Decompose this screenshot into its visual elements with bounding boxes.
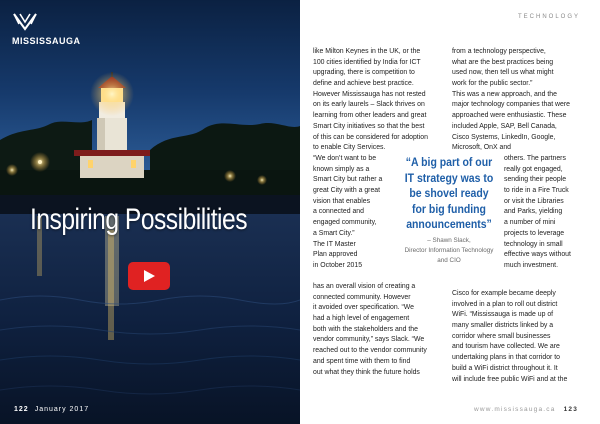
text-line: undertaking plans in that corridor to bbox=[452, 354, 561, 362]
text-line: Smart City initiatives so that the best bbox=[313, 122, 425, 130]
column-1-top bbox=[313, 47, 428, 154]
section-label: TECHNOLOGY bbox=[518, 14, 581, 20]
text-line: a Smart City.” bbox=[313, 229, 355, 237]
text-line: on its early laurels – Slack thrives on bbox=[313, 101, 425, 109]
text-line: to enable City Services. bbox=[313, 144, 386, 152]
text-line: to ride in a Fire Truck bbox=[504, 187, 569, 195]
text-line: both with the stakeholders and the bbox=[313, 325, 418, 333]
text-line: out what they think the future holds bbox=[313, 368, 420, 376]
text-line: projects to leverage bbox=[504, 229, 565, 237]
mississauga-logo-icon bbox=[12, 12, 38, 32]
text-line: vendor community,” says Slack. “We bbox=[313, 336, 425, 344]
text-line: engaged community, bbox=[313, 219, 377, 227]
left-folio bbox=[14, 406, 89, 413]
text-line: technology in small bbox=[504, 240, 563, 248]
text-line: The IT Master bbox=[313, 240, 356, 248]
pull-quote-line: “A big part of our bbox=[405, 155, 493, 169]
text-line: known simply as a bbox=[313, 165, 370, 173]
pull-quote-line: announcements” bbox=[406, 217, 492, 231]
text-line: approached were enthusiastic. These bbox=[452, 112, 567, 120]
logo-text: MISSISSAUGA bbox=[12, 36, 81, 46]
text-line: upgrading, there is competition to bbox=[313, 69, 415, 77]
text-line: had a high level of engagement bbox=[313, 315, 410, 323]
text-line: much investment. bbox=[504, 261, 558, 269]
right-page-number: 123 bbox=[563, 406, 579, 413]
text-line: reached out to the vendor community bbox=[313, 347, 427, 355]
text-line: many smaller districts linked by a bbox=[452, 322, 554, 330]
text-line: what are the best practices being bbox=[452, 58, 554, 66]
text-line: like Milton Keynes in the UK, or the bbox=[313, 48, 421, 55]
text-line: However Mississauga has not rested bbox=[313, 90, 426, 98]
text-line: corridor where small businesses bbox=[452, 332, 551, 340]
right-folio bbox=[474, 406, 578, 413]
text-line: a connected and bbox=[313, 208, 364, 216]
text-line: involved in a plan to roll out district bbox=[452, 300, 558, 308]
text-line: Plan approved bbox=[313, 251, 358, 259]
mississauga-logo bbox=[12, 12, 82, 48]
pull-quote-line: be shovel ready bbox=[409, 186, 489, 200]
left-page-number: 122 bbox=[14, 406, 29, 413]
text-line: connected community. However bbox=[313, 293, 411, 301]
pull-quote-line: for big funding bbox=[412, 201, 486, 216]
text-line: Smart City but rather a bbox=[313, 176, 383, 184]
column-2-narrow bbox=[504, 154, 571, 272]
text-line: a number of mini bbox=[504, 219, 556, 227]
text-line: or visit the Libraries bbox=[504, 197, 564, 205]
text-line: effective ways without bbox=[504, 251, 571, 259]
text-line: 100 cities identified by India for ICT bbox=[313, 58, 421, 66]
text-line: Cisco for example became deeply bbox=[452, 290, 556, 297]
pull-quote-attribution: Director Information Technology bbox=[404, 246, 494, 254]
pull-quote-attribution: – Shawn Slack, bbox=[427, 236, 471, 244]
video-play-button[interactable] bbox=[128, 262, 170, 290]
text-line: “We don’t want to be bbox=[313, 155, 377, 162]
pull-quote-attribution: and CIO bbox=[437, 256, 461, 264]
text-line: and tourism have collected. We are bbox=[452, 343, 560, 351]
text-line: WiFi. “Mississauga is made up of bbox=[452, 311, 554, 319]
text-line: Cisco Systems, LinkedIn, Google, bbox=[452, 133, 556, 141]
pull-quote bbox=[397, 155, 501, 266]
text-line: has an overall vision of creating a bbox=[313, 283, 416, 290]
text-line: included Apple, SAP, Bell Canada, bbox=[452, 122, 557, 130]
play-icon bbox=[144, 270, 155, 282]
text-line: in October 2015 bbox=[313, 261, 363, 269]
text-line: build a WiFi district throughout it. It bbox=[452, 364, 558, 372]
text-line: used now, then tell us what might bbox=[452, 69, 554, 77]
column-1-bottom bbox=[313, 282, 427, 378]
text-line: Microsoft, OnX and bbox=[452, 144, 511, 152]
text-line: and Parks, yielding bbox=[504, 208, 563, 216]
text-line: This was a new approach, and the bbox=[452, 90, 557, 98]
text-line: work for the public sector.” bbox=[452, 80, 533, 88]
text-line: it avoided over specification. “We bbox=[313, 304, 414, 312]
column-2-bottom bbox=[452, 289, 567, 385]
text-line: define and achieve best practice. bbox=[313, 80, 414, 88]
text-line: vision that enables bbox=[313, 197, 371, 205]
text-line: from a technology perspective, bbox=[452, 48, 546, 55]
text-line: really got engaged, bbox=[504, 165, 563, 173]
pull-quote-line: IT strategy was to bbox=[404, 170, 494, 185]
text-line: of this can be considered for adoption bbox=[313, 133, 428, 141]
text-line: sending their people bbox=[504, 176, 567, 184]
text-line: and spent time with them to find bbox=[313, 357, 411, 365]
text-line: great City with a great bbox=[313, 187, 381, 195]
column-1-narrow bbox=[313, 154, 382, 272]
column-2-top bbox=[452, 47, 570, 154]
text-line: will include free public WiFi and at the bbox=[452, 375, 568, 383]
text-line: major technology companies that were bbox=[452, 101, 570, 109]
text-line: learning from other leaders and great bbox=[313, 112, 427, 120]
issue-date: January 2017 bbox=[34, 406, 90, 413]
text-line: others. The partners bbox=[504, 155, 566, 162]
website-link[interactable]: www.mississauga.ca bbox=[474, 406, 556, 413]
headline: Inspiring Possibilities bbox=[30, 203, 248, 236]
